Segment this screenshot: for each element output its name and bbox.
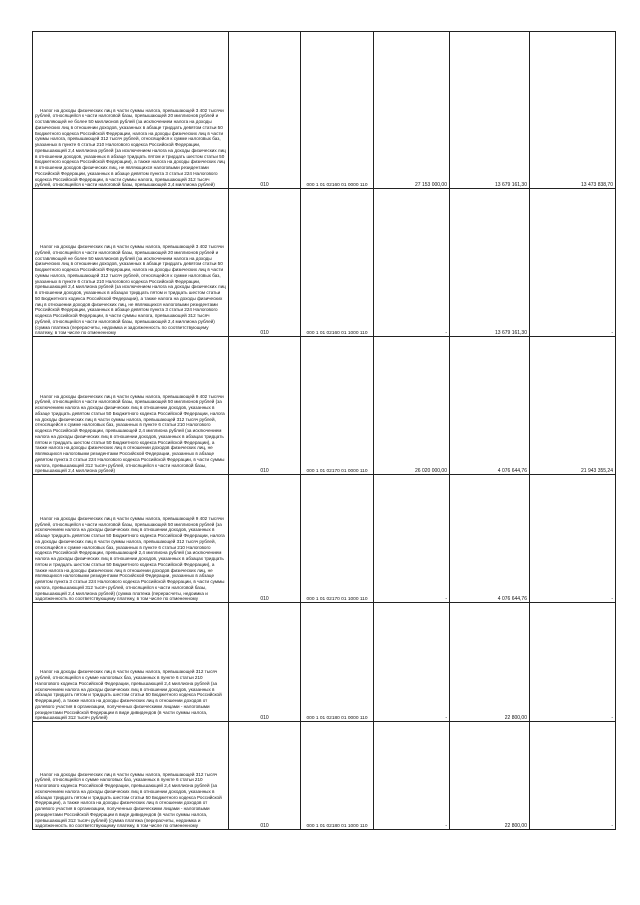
kbk-code-cell: 000 1 01 02160 01 0000 110 bbox=[301, 32, 374, 189]
executed-amount-cell: 22 800,00 bbox=[450, 603, 530, 722]
approved-amount-cell: - bbox=[374, 189, 450, 337]
kbk-code-cell: 000 1 01 02170 01 1000 110 bbox=[301, 475, 374, 603]
executed-amount-cell: 13 679 161,30 bbox=[450, 32, 530, 189]
table-row bbox=[33, 32, 616, 189]
approved-amount-cell: 26 020 000,00 bbox=[374, 337, 450, 475]
approved-amount-cell: - bbox=[374, 722, 450, 830]
line-code-cell: 010 bbox=[229, 722, 301, 830]
unexecuted-amount-cell: - bbox=[530, 603, 616, 722]
approved-amount-cell: - bbox=[374, 475, 450, 603]
executed-amount-cell: 4 076 644,76 bbox=[450, 475, 530, 603]
line-code-cell: 010 bbox=[229, 603, 301, 722]
unexecuted-amount-cell: 21 943 355,24 bbox=[530, 337, 616, 475]
revenue-name-cell: Налог на доходы физических лиц в части суммы налога, превышающей 312 тысяч рублей, относящейся к сумме налоговых баз, указанных в пункте 6 статьи 210 Налогового кодекса Российской Федерации, превышающей 2,4 миллиона рублей (за исключением налога на доходы физических лиц в отношении доходов, указанных в абзацах тридцать пятом и тридцать шестом статьи 50 Бюджетного кодекса Российской Федерации), а также налога на доходы физических лиц в отношении доходов от долевого участия в организации, полученных физическими лицами - налоговыми резидентами Российской Федерации в виде дивидендов (в части суммы налога, превышающей 312 тысяч рублей) (сумма платежа (перерасчеты, недоимка и задолженность по соответствующему платежу, в том числе по отмененному bbox=[33, 722, 229, 830]
table-row bbox=[33, 337, 616, 475]
unexecuted-amount-cell: - bbox=[530, 475, 616, 603]
revenue-name-cell: Налог на доходы физических лиц в части суммы налога, превышающей 9 402 тысячи рублей, относящейся к части налоговой базы, превышающей 50 миллионов рублей (за исключением налога на доходы физических лиц в отношении доходов, указанных в абзаце тридцать девятом статьи 50 Бюджетного кодекса Российской Федерации, налога на доходы физических лиц в части суммы налога, превышающей 312 тысяч рублей, относящейся к сумме налоговых баз, указанных в пункте 6 статьи 210 Налогового кодекса Российской Федерации, превышающей 2,4 миллиона рублей (за исключением налога на доходы физических лиц в отношении доходов, указанных в абзацах тридцать пятом и тридцать шестом статьи 50 Бюджетного кодекса Российской Федерации), а также налога на доходы физических лиц в отношении доходов физических лиц, не являющихся налоговыми резидентами Российской Федерации, указанных в абзаце девятом пункта 3 статьи 224 Налогового кодекса Российской Федерации, в части суммы налога, превышающей 312 тысяч рублей, относящейся к части налоговой базы, превышающей 2,4 миллиона рублей) (сумма платежа (перерасчеты, недоимка и задолженность по соответствующему платежу, в том числе по отмененному bbox=[33, 475, 229, 603]
kbk-code-cell: 000 1 01 02170 01 0000 110 bbox=[301, 337, 374, 475]
revenue-name-cell: Налог на доходы физических лиц в части суммы налога, превышающей 3 402 тысячи рублей, относящейся к части налоговой базы, превышающей 20 миллионов рублей и составляющей не более 50 миллионов рублей (за исключением налога на доходы физических лиц в отношении доходов, указанных в абзаце тридцать девятом статьи 50 Бюджетного кодекса Российской Федерации, налога на доходы физических лиц в части суммы налога, превышающей 312 тысяч рублей, относящейся к сумме налоговых баз, указанных в пункте 6 статьи 210 Налогового кодекса Российской Федерации, превышающей 2,4 миллиона рублей (за исключением налога на доходы физических лиц в отношении доходов, указанных в абзацах тридцать пятом и тридцать шестом статьи 50 Бюджетного кодекса Российской Федерации), а также налога на доходы физических лиц в отношении доходов физических лиц, не являющихся налоговыми резидентами Российской Федерации, указанных в абзаце девятом пункта 3 статьи 224 Налогового кодекса Российской Федерации, в части суммы налога, превышающей 312 тысяч рублей, относящейся к части налоговой базы, превышающей 2,4 миллиона рублей) (сумма платежа (перерасчеты, недоимка и задолженность по соответствующему платежу, в том числе по отмененному bbox=[33, 189, 229, 337]
approved-amount-cell: 27 153 000,00 bbox=[374, 32, 450, 189]
approved-amount-cell: - bbox=[374, 603, 450, 722]
executed-amount-cell: 13 679 161,30 bbox=[450, 189, 530, 337]
executed-amount-cell: 22 800,00 bbox=[450, 722, 530, 830]
table-row bbox=[33, 603, 616, 722]
kbk-code-cell: 000 1 01 02180 01 0000 110 bbox=[301, 603, 374, 722]
unexecuted-amount-cell: 13 473 838,70 bbox=[530, 32, 616, 189]
line-code-cell: 010 bbox=[229, 189, 301, 337]
executed-amount-cell: 4 076 644,76 bbox=[450, 337, 530, 475]
kbk-code-cell: 000 1 01 02160 01 1000 110 bbox=[301, 189, 374, 337]
table-row bbox=[33, 722, 616, 830]
unexecuted-amount-cell: - bbox=[530, 189, 616, 337]
line-code-cell: 010 bbox=[229, 32, 301, 189]
line-code-cell: 010 bbox=[229, 337, 301, 475]
line-code-cell: 010 bbox=[229, 475, 301, 603]
kbk-code-cell: 000 1 01 02180 01 1000 110 bbox=[301, 722, 374, 830]
revenue-table bbox=[32, 31, 616, 830]
revenue-name-cell: Налог на доходы физических лиц в части суммы налога, превышающей 9 402 тысячи рублей, относящейся к части налоговой базы, превышающей 50 миллионов рублей (за исключением налога на доходы физических лиц в отношении доходов, указанных в абзаце тридцать девятом статьи 50 Бюджетного кодекса Российской Федерации, налога на доходы физических лиц в части суммы налога, превышающей 312 тысяч рублей, относящейся к сумме налоговых баз, указанных в пункте 6 статьи 210 Налогового кодекса Российской Федерации, превышающей 2,4 миллиона рублей (за исключением налога на доходы физических лиц в отношении доходов, указанных в абзацах тридцать пятом и тридцать шестом статьи 50 Бюджетного кодекса Российской Федерации), а также налога на доходы физических лиц в отношении доходов физических лиц, не являющихся налоговыми резидентами Российской Федерации, указанных в абзаце девятом пункта 3 статьи 224 Налогового кодекса Российской Федерации, в части суммы налога, превышающей 312 тысяч рублей, относящейся к части налоговой базы, превышающей 2,4 миллиона рублей) bbox=[33, 337, 229, 475]
revenue-name-cell: Налог на доходы физических лиц в части суммы налога, превышающей 3 402 тысячи рублей, относящейся к части налоговой базы, превышающей 20 миллионов рублей и составляющей не более 50 миллионов рублей (за исключением налога на доходы физических лиц в отношении доходов, указанных в абзаце тридцать девятом статьи 50 Бюджетного кодекса Российской Федерации, налога на доходы физических лиц в части суммы налога, превышающей 312 тысяч рублей, относящейся к сумме налоговых баз, указанных в пункте 6 статьи 210 Налогового кодекса Российской Федерации, превышающей 2,4 миллиона рублей (за исключением налога на доходы физических лиц в отношении доходов, указанных в абзаце тридцать пятом и тридцать шестом статьи 50 Бюджетного кодекса Российской Федерации), а также налога на доходы физических лиц в отношении доходов физических лиц, не являющихся налоговыми резидентами Российской Федерации, указанных в абзаце девятом пункта 3 статьи 224 Налогового кодекса Российской Федерации, в части суммы налога, превышающей 312 тысяч рублей, относящейся к части налоговой базы, превышающей 2,4 миллиона рублей) bbox=[33, 32, 229, 189]
table-row bbox=[33, 189, 616, 337]
unexecuted-amount-cell: - bbox=[530, 722, 616, 830]
table-row bbox=[33, 475, 616, 603]
revenue-name-cell: Налог на доходы физических лиц в части суммы налога, превышающей 312 тысяч рублей, относящейся к сумме налоговых баз, указанных в пункте 6 статьи 210 Налогового кодекса Российской Федерации, превышающей 2,4 миллиона рублей (за исключением налога на доходы физических лиц в отношении доходов, указанных в абзацах тридцать пятом и тридцать шестом статьи 50 Бюджетного кодекса Российской Федерации), а также налога на доходы физических лиц в отношении доходов от долевого участия в организации, полученных физическими лицами - налоговыми резидентами Российской Федерации в виде дивидендов (в части суммы налога, превышающей 312 тысяч рублей) bbox=[33, 603, 229, 722]
